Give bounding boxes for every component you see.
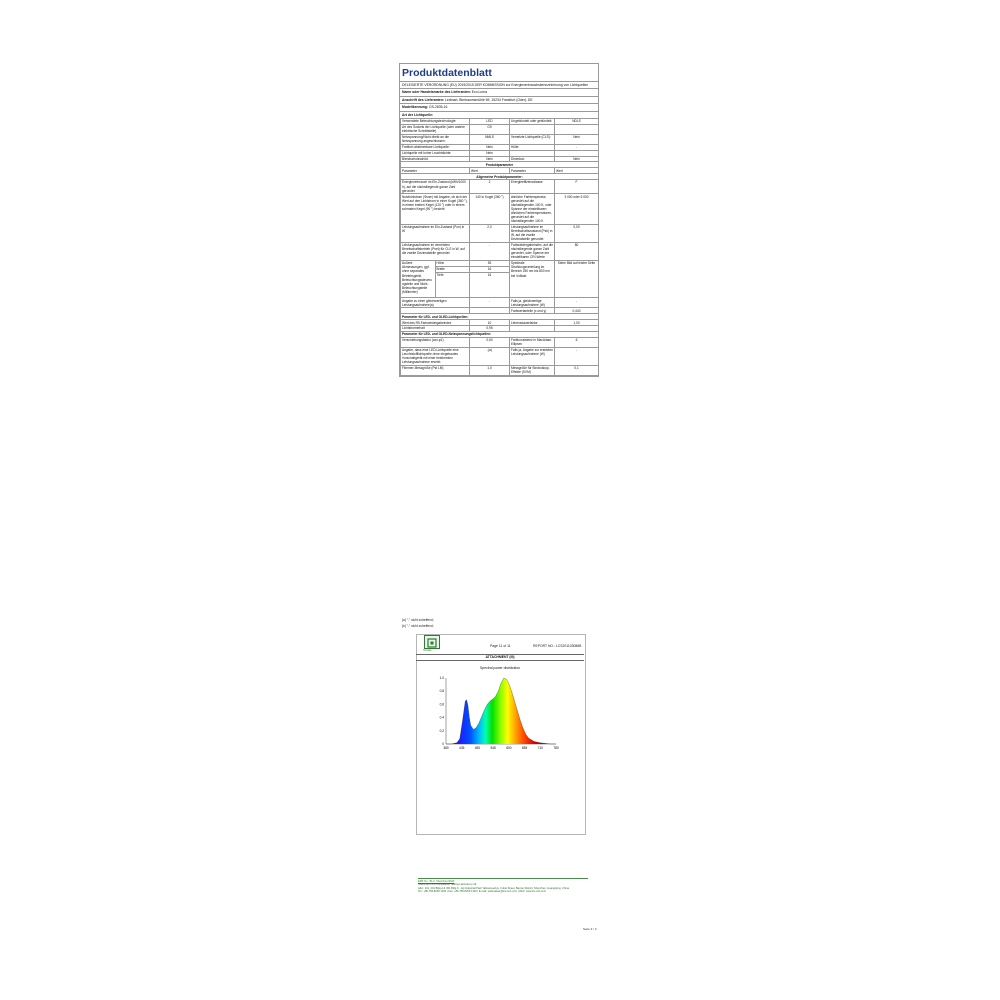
general-cell: - [470,242,510,260]
mains-cell: Falls ja, Angabe zur ersetzten Leistungsaufnahme (W) [510,347,555,365]
y-tick-label: 0.2 [439,728,444,733]
mains-cell: Flimmer-Messgröße (Pst LM) [401,365,470,375]
supplier-address-label: Anschrift des Lieferanten: [402,97,445,102]
model-value: GS-2835-16 [428,105,448,110]
type-cell: G9 [470,124,510,134]
general-cell: Leistungsaufnahme im Ein-Zustand (Pon) in W [401,224,470,242]
x-tick-label: 710 [537,746,543,750]
y-tick-label: 1.0 [439,676,444,680]
type-cell: Verwendete Beleuchtungstechnologie: [401,119,470,125]
mains-params-heading: Parameter für LED- und OLED-Netzspannungslichtquellen: [401,331,599,337]
logo-text: Tobias [423,648,432,652]
led-cell: 0,95 [470,326,510,332]
type-cell: Nein [470,144,510,150]
general-cell: Nutzlichtstrom (Φuse) mit Angabe, ob sich der Wert auf den Lichtstrom in einer Kugel (360 °), in einem breiten Kegel (120 °) oder in einem schmalen Kegel (90 °) bezieht [401,194,470,224]
general-cell: Leistungsaufnahme im vernetzten Bereitschaftsbetrieb (Pnet) für CLS in W, auf die zweite Dezimalstelle gerundet [401,242,470,260]
type-row [401,124,599,134]
report-number: REPORT NO.: LCS201103086B [533,644,582,648]
type-cell [510,124,555,134]
height-value: 53 [470,261,509,267]
col-value-1: Wert [470,168,510,174]
page-number: Seite 3 / 3 [583,927,597,931]
mains-cell: 1,0 [470,365,510,375]
x-tick-label: 435 [459,746,465,750]
spectral-value: Siehe Bild auf letzter Seite [555,260,599,298]
type-cell: Netzspannung/Nicht direkt an die Netzspannung angeschlossen: [401,134,470,144]
x-tick-label: 545 [490,746,496,750]
general2-cell: - [470,298,510,308]
mains-cell: Verschiebungsfaktor (cos φ1) [401,337,470,347]
footer-line-3: Add.: 101, 201 Bldg A & 301 Bldg C, Juji Industrial Park Yabianxueziyu, Fuhai Street, Bao'an District, Shenzhen, Guangdong, China [418,886,569,890]
general-cell: F [555,180,599,194]
x-tick-label: 780 [553,746,559,750]
led-cell: 10 [470,320,510,326]
footer-line-4: Tel.: +86-755-8259 1330 | Fax: +86-755-8259 1332 | E-mail: webmaster@lcs-cert.com | Web: www.lcs-cert.com [418,890,547,894]
depth-label: Tiefe [436,273,444,278]
general-params-heading: Allgemeine Produktparameter: [401,174,599,180]
general-cell: 140 in Kugel (360 °) [470,194,510,224]
y-tick-label: 0.6 [439,702,444,707]
y-tick-label: 0.4 [439,715,444,720]
regulation-text: DELEGIERTE VERORDNUNG (EU) 2019/2015 DER KOMMISSION zur Energieverbrauchskennzeichnung von Lichtquellen [400,82,598,89]
mains-row [401,365,599,375]
general-cell: ähnliche Farbtemperatur, gerundet auf die nächstliegenden 100 K, oder Spanne der einstellbaren ähnlichen Farbtemperaturen, gerundet auf die nächstliegenden 100 K [510,194,555,224]
general-row [401,224,599,242]
general2-row [401,298,599,308]
general2-cell: Falls ja, gleichwertige Leistungsaufnahme (W) [510,298,555,308]
footer-rule [418,878,588,879]
type-cell: Hülle: [510,144,555,150]
type-heading: Art der Lichtquelle: [402,112,434,117]
col-param-2: Parameter [510,168,555,174]
general-row [401,180,599,194]
type-cell: Dimmbar: [510,156,555,162]
type-cell: Nein [470,150,510,156]
type-cell: Art des Sockels der Lichtquelle (oder andere elektrische Schnittstelle) [401,124,470,134]
x-tick-label: 655 [521,746,528,750]
attachment-heading: ATTACHMENT (III) [416,654,584,661]
general-row [401,194,599,224]
mains-cell: 6 [555,337,599,347]
col-param-1: Parameter [401,168,470,174]
x-tick-label: 490 [474,746,481,750]
mains-cell: Messgröße für Stroboskop-Effekte (SVM) [510,365,555,375]
type-cell: Ungebündelt oder gebündelt: [510,119,555,125]
mains-cell: - [555,347,599,365]
type-cell: NMLS [470,134,510,144]
general-cell: Energieeffizienzklasse [510,180,555,194]
led-params-heading: Parameter für LED- und OLED-Lichtquellen: [401,314,599,320]
y-tick-label: 0.8 [439,689,444,694]
dimensions-values [470,260,510,298]
supplier-address-line [400,97,598,104]
general2-cell: 0,440 [555,308,599,314]
supplier-name-label: Name oder Handelsmarke des Lieferanten: [402,90,471,95]
mains-cell: Angabe, dass eine LED-Lichtquelle eine Leuchtstofflichtquelle ohne eingebautes Vorschaltgerät mit einer bestimmten Leistungsaufnahme ersetzt. [401,347,470,365]
general-cell: Energieverbrauch im Ein-Zustand (kWh/1000 h), auf die nächstliegende ganze Zahl gerundet [401,180,470,194]
type-cell: - [555,144,599,150]
report-footer [418,880,593,894]
type-cell: Nein [555,156,599,162]
chart-title: Spectral power distribution [480,666,520,670]
x-tick-label: 600 [506,746,512,750]
mains-row [401,337,599,347]
type-cell: Blendschutzschild: [401,156,470,162]
spectral-label: Spektrale Strahlungsverteilung im Bereich 250 nm bis 800 nm bei Volllast [510,260,555,298]
type-cell [555,124,599,134]
general2-cell: Farbwertanteile (x und y) [510,308,555,314]
lab-logo-icon [424,635,440,649]
general-cell: Farbwiedergabeindex, auf die nächstliegende ganze Zahl gerundet, oder Spanne der einstellbaren CRI-Werte [511,243,553,260]
type-cell: LED [470,119,510,125]
general2-cell: Angabe zu einer gleichwertigen Leistungsaufnahme(a) [401,298,470,308]
data-table [400,118,599,376]
dimensions-label: Äußere Abmessungen, ggf. ohne separates Betriebsgerät, Beleuchtungssteuerungsteile und Nicht-Beleuchtungsteile (Millimeter) [401,261,435,298]
depth-value: 16 [487,273,492,278]
led-cell: 1,00 [555,320,599,326]
width-label: Breite [435,266,470,272]
width-value: 16 [470,267,509,273]
led-cell: Wert des R9-Farbwiedergabeindex [401,320,470,326]
footnote-b: (b) "-" nicht zutreffend; [402,624,434,628]
model-label: Modellkennung: [402,105,428,110]
mains-row [401,347,599,365]
footer-line-1[interactable]: EMF No.: BLC, Shenzhen/2020 [418,880,455,883]
supplier-address-value: Ledmart, Birnbaumsmühle 65, 15234 Frankfurt (Oder), DE [444,97,533,102]
general-cell: 2,0 [470,224,510,242]
dimensions-cell [401,260,470,298]
general-row [401,242,599,260]
general2-cell: - [555,298,599,308]
y-tick-label: 0 [442,742,444,746]
mains-cell: -(a) [470,347,510,365]
footer-line-2: Shenzhen LCS Compliance Testing Laboratory Ltd. [418,883,477,887]
type-cell: Farblich abstimmbare Lichtquelle: [401,144,470,150]
height-label: Höhe [435,261,470,266]
report-page-label: Page 11 of 11 [490,644,511,648]
mains-cell: 0,1 [555,365,599,375]
supplier-name-value: Eco.Luma [471,90,488,95]
led-cell: Lebensdauerfaktor [510,320,555,326]
type-row [401,134,599,144]
type-cell: Nein [470,156,510,162]
general-cell: 3 000 oder 6 000 [555,194,599,224]
type-cell: Vernetzte Lichtquelle (CLS): [510,134,555,144]
mains-cell: Farbkonsistenz in MacAdam-Ellipsen [510,337,555,347]
spectral-chart [430,674,565,756]
footnote-a: (a) "-" nicht zutreffend; [402,618,434,622]
supplier-name-line [400,89,598,96]
mains-cell: 0,60 [470,337,510,347]
spectrum-area [446,678,556,744]
sheet-title: Produktdatenblatt [400,64,598,82]
product-data-sheet [399,63,599,377]
general-cell: 80 [555,242,599,260]
x-tick-label: 380 [443,746,449,750]
led-cell: Lichtstromerhalt [401,326,470,332]
type-cell: Lichtquelle mit hoher Leuchtdichte: [401,150,470,156]
general-cell: 0,00 [555,224,599,242]
product-params-heading: Produktparameter [401,162,599,168]
type-cell: NDLS [555,119,599,125]
type-cell: Nein [555,134,599,144]
general-cell: Leistungsaufnahme im Bereitschaftszustand (Psb) in W, auf die zweite Dezimalstelle gerundet [510,224,555,242]
model-line [400,104,598,111]
col-value-2: Wert [555,168,599,174]
general-cell: 2 [470,180,510,194]
